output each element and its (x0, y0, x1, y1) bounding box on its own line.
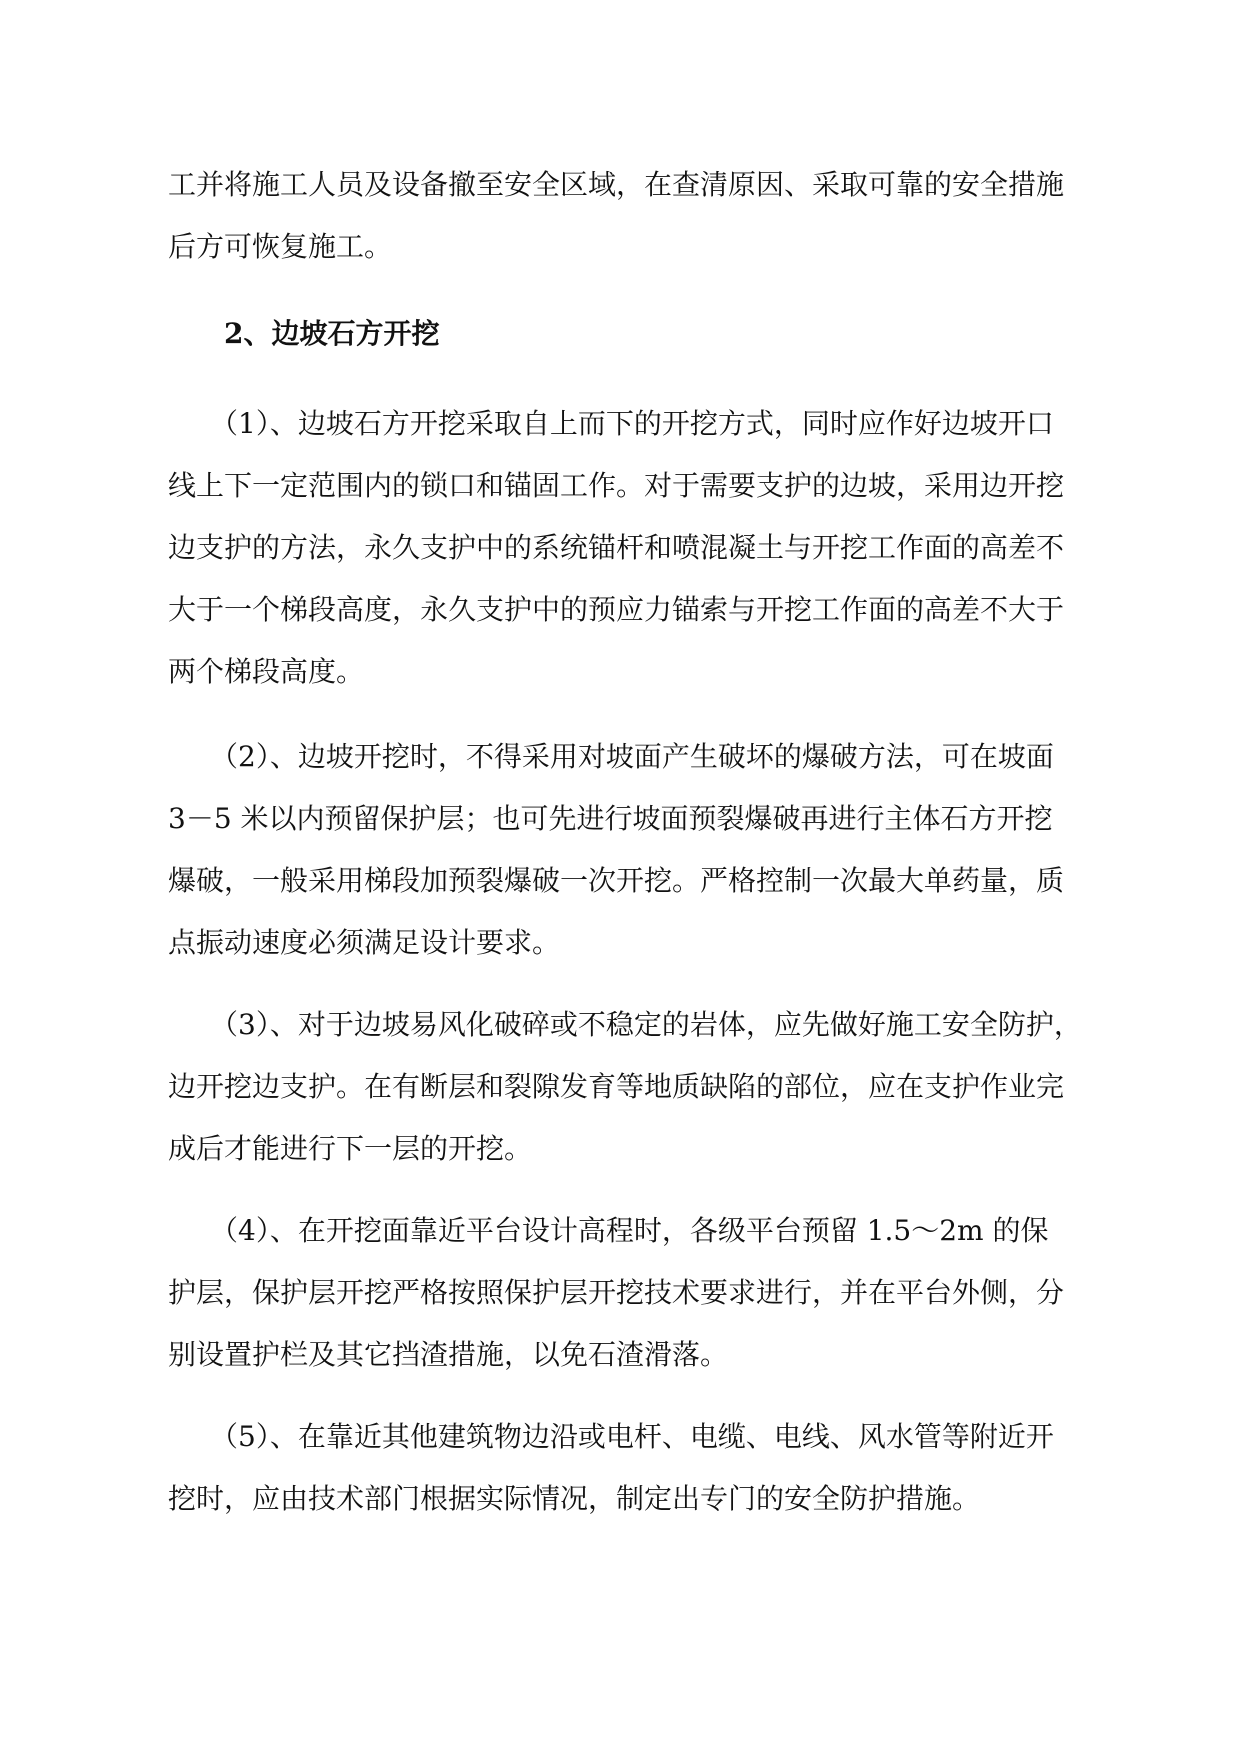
paragraph-1: （1）、边坡石方开挖采取自上而下的开挖方式，同时应作好边坡开口 线上下一定范围内的锁口和锚固工作。对于需要支护的边坡，采用边开挖 边支护的方法，永久支护中的系统锚杆和喷混凝土与开挖工作面的高差不 大于一个梯段高度，永久支护中的预应力锚索与开挖工作面的高差不大于 两个梯段高度。 (168, 407, 1065, 688)
paragraph-4: （4）、在开挖面靠近平台设计高程时，各级平台预留 1.5～2m 的保 护层，保护层开挖严格按照保护层开挖技术要求进行，并在平台外侧，分 别设置护栏及其它挡渣措施，以免石渣滑落。 (168, 1214, 1065, 1371)
paragraph-5: （5）、在靠近其他建筑物边沿或电杆、电缆、电线、风水管等附近开 挖时，应由技术部门根据实际情况，制定出专门的安全防护措施。 (168, 1420, 1054, 1515)
paragraph-2: （2）、边坡开挖时，不得采用对坡面产生破坏的爆破方法，可在坡面 3－5 米以内预留保护层；也可先进行坡面预裂爆破再进行主体石方开挖 爆破，一般采用梯段加预裂爆破一次开挖。严格控制一次最大单药量，质 点振动速度必须满足设计要求。 (168, 740, 1065, 959)
paragraph-3: （3）、对于边坡易风化破碎或不稳定的岩体，应先做好施工安全防护， 边开挖边支护。在有断层和裂隙发育等地质缺陷的部位，应在支护作业完 成后才能进行下一层的开挖。 (168, 1008, 1082, 1165)
continued-paragraph: 工并将施工人员及设备撤至安全区域，在查清原因、采取可靠的安全措施 后方可恢复施工。 (168, 168, 1065, 263)
section-heading: 2、边坡石方开挖 (224, 317, 440, 350)
